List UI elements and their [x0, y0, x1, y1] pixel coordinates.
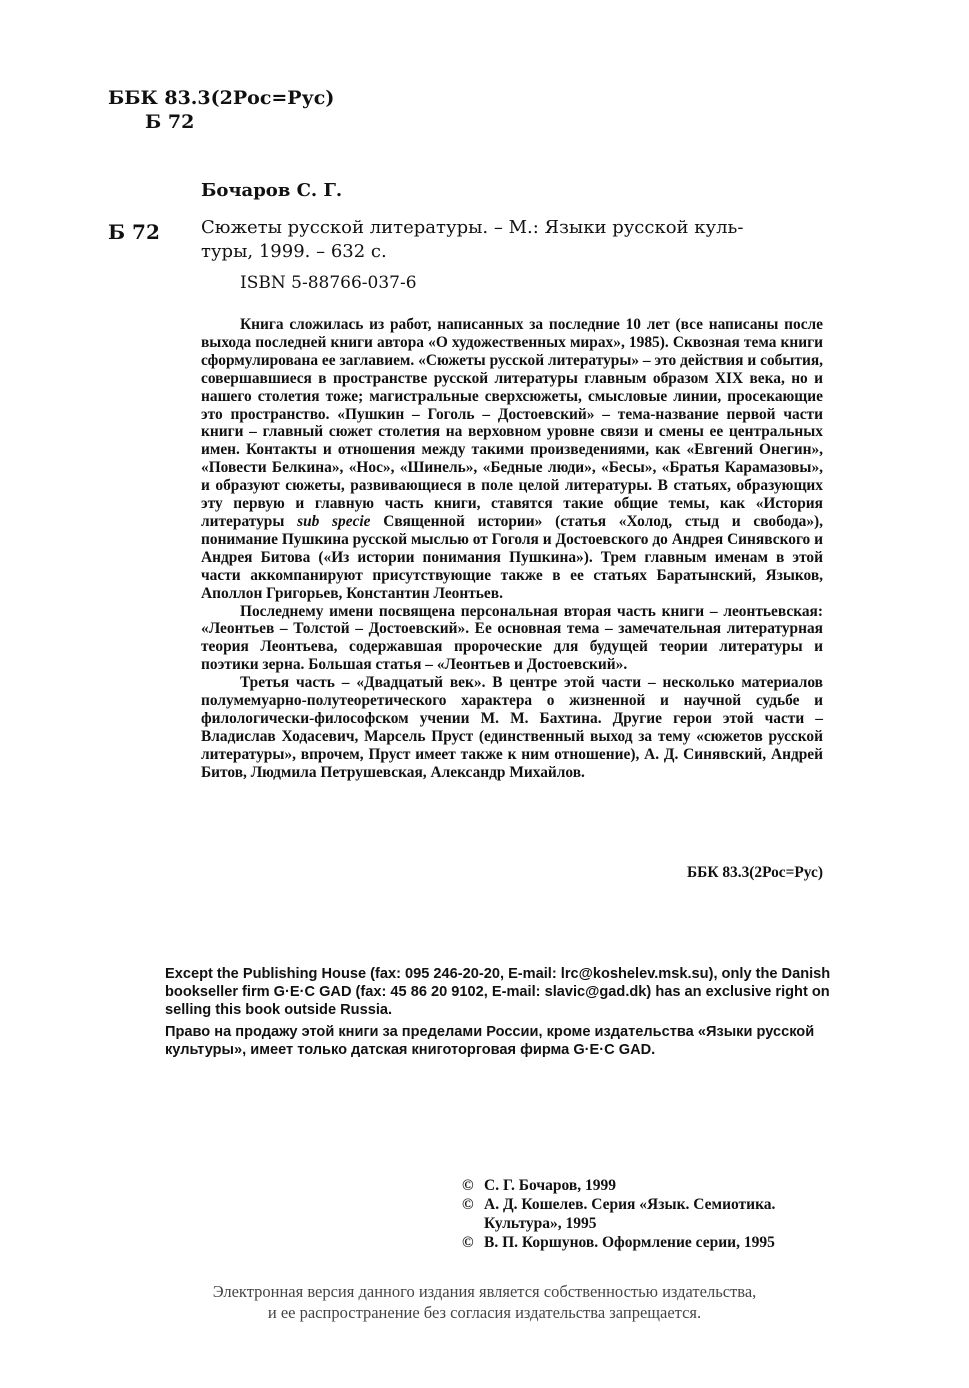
copyright-icon: ©: [462, 1234, 474, 1251]
copyright-line-2b: Культура», 1995: [484, 1215, 597, 1232]
bbk-code-bottom: ББК 83.3(2Рос=Рус): [686, 864, 823, 881]
footer-line-1: Электронная версия данного издания является собственностью издательства,: [212, 1282, 757, 1301]
copyright-icon: ©: [462, 1196, 474, 1213]
isbn: ISBN 5-88766-037-6: [240, 273, 417, 293]
distribution-rights: [165, 965, 865, 1063]
bbk-code: ББК 83.3(2Рос=Рус): [108, 87, 335, 109]
bibliographic-description: [201, 216, 831, 264]
copyright-icon: ©: [462, 1177, 474, 1194]
title-line-1: Сюжеты русской литературы. – М.: Языки русской куль-: [201, 217, 744, 238]
footer-line-2: и ее распространение без согласия издательства запрещается.: [267, 1303, 702, 1322]
copyright-block: [462, 1176, 882, 1252]
annotation-paragraph-1: [201, 316, 823, 603]
copyright-row-1: [462, 1176, 882, 1195]
author-mark: Б 72: [145, 111, 195, 133]
copyright-line-3: В. П. Коршунов. Оформление серии, 1995: [484, 1234, 775, 1251]
annotation-p1-part-b: Священной истории» (статья «Холод, стыд и свобода»), понимание Пушкина русской мыслью от Гоголя и Достоевского до Андрея Синявского и Андрея Битова («Из истории понимания Пушкина»). Трем главным именам в этой части аккомпанируют присутствующие также в ее статьях Баратынский, Языков, Аполлон Григорьев, Константин Леонтьев.: [201, 512, 823, 602]
annotation: [201, 316, 823, 782]
title-line-2: туры, 1999. – 632 с.: [201, 241, 387, 262]
copyright-line-1: С. Г. Бочаров, 1999: [484, 1177, 616, 1194]
copyright-line-2a: А. Д. Кошелев. Серия «Язык. Семиотика.: [484, 1196, 776, 1213]
rights-english: Except the Publishing House (fax: 095 246-20-20, E-mail: lrc@koshelev.msk.su), only the Danish bookseller firm G·E·C GAD (fax: 45 86 20 9102, E-mail: slavic@gad.dk) has an exclusive right on selling this book outside Russia.: [165, 966, 831, 1018]
annotation-paragraph-3: Третья часть – «Двадцатый век». В центре этой части – несколько материалов полумемуарно-полутеоретического характера о жизненной и научной судьбе и филологически-философском учении М. М. Бахтина. Другие герои этой части – Владислав Ходасевич, Марсель Пруст (единственный выход за тему «сюжетов русской литературы», впрочем, Пруст имеет также к ним отношение), А. Д. Синявский, Андрей Битов, Людмила Петрушевская, Александр Михайлов.: [201, 674, 823, 781]
electronic-version-notice: [100, 1281, 869, 1323]
annotation-p1-part-a: Книга сложилась из работ, написанных за последние 10 лет (все написаны после выхода последней книги автора «О художественных мирах», 1985). Сквозная тема книги сформулирована ее заглавием. «Сюжеты русской литературы» – это действия и события, совершавшиеся в пространстве русской литературы главным образом XIX века, но и нашего столетия тоже; магистральные сверхсюжеты, смысловые линии, просекающие это пространство. «Пушкин – Гоголь – Достоевский» – тема-название первой части книги – главный сюжет столетия на верховном уровне связи и смены ее центральных имен. Контакты и отношения между такими произведениями, как «Евгений Онегин», «Повести Белкина», «Нос», «Шинель», «Бедные люди», «Бесы», «Братья Карамазовы», и образуют сюжеты, развивающиеся в поле целой литературы. В статьях, образующих эту первую и главную часть книги, ставятся такие общие темы, как «История литературы: [201, 316, 823, 530]
bbk-classification: [108, 86, 334, 134]
annotation-paragraph-2: Последнему имени посвящена персональная вторая часть книги – леонтьевская: «Леонтьев – Толстой – Достоевский». Ее основная тема – замечательная литературная теория Леонтьева, содержавшая пророческие для будущей теории литературы и поэтики зерна. Большая статья – «Леонтьев и Достоевский».: [201, 602, 823, 674]
author-index: Б 72: [108, 220, 160, 244]
annotation-p1-italic: sub specie: [297, 512, 371, 530]
copyright-row-2: [462, 1195, 882, 1214]
copyright-row-3: [462, 1233, 882, 1252]
author-name: Бочаров С. Г.: [201, 180, 343, 201]
rights-russian: Право на продажу этой книги за пределами России, кроме издательства «Языки русской культуры», имеет только датская книготорговая фирма G·E·C GAD.: [165, 1024, 815, 1058]
copyright-row-2-cont: [462, 1214, 882, 1233]
